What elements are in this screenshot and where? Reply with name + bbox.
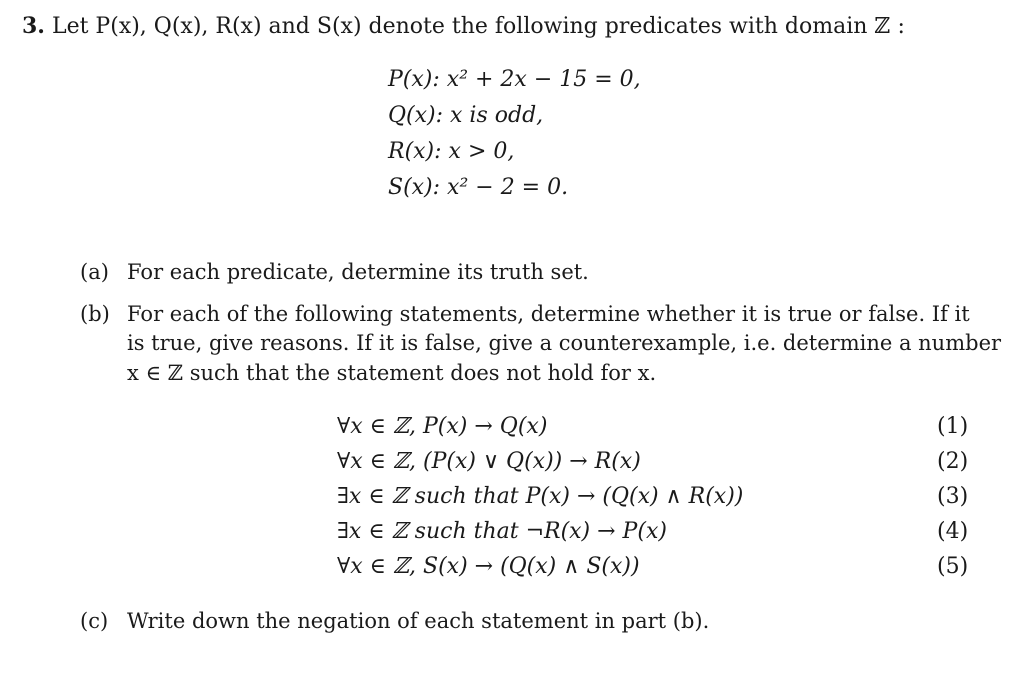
statement-number-3: (3) [937,484,969,509]
part-b-text-line: x ∈ ℤ such that the statement does not hold for x. [127,361,657,385]
part-c-label: (c) [80,609,109,633]
statement-2: ∀x ∈ ℤ, (P(x) ∨ Q(x)) → R(x) [337,449,641,474]
question-number: 3. [22,13,45,39]
statement-number-1: (1) [937,414,969,439]
part-a-text: For each predicate, determine its truth set. [127,260,589,284]
statement-5: ∀x ∈ ℤ, S(x) → (Q(x) ∧ S(x)) [337,554,640,579]
statement-number-4: (4) [937,519,969,544]
statement-number-2: (2) [937,449,969,474]
part-b-label: (b) [80,302,110,326]
part-b-text-line: is true, give reasons. If it is false, give a counterexample, i.e. determine a number [127,331,1002,355]
predicate-p: P(x): x² + 2x − 15 = 0, [388,67,641,92]
statement-number-5: (5) [937,554,969,579]
question-header [22,12,905,41]
part-c-text: Write down the negation of each statement in part (b). [127,609,710,633]
statement-4: ∃x ∈ ℤ such that ¬R(x) → P(x) [337,519,667,544]
part-a-label: (a) [80,260,109,284]
part-b-text-line: For each of the following statements, determine whether it is true or false. If it [127,302,970,326]
predicate-s: S(x): x² − 2 = 0. [388,175,569,200]
predicate-r: R(x): x > 0, [388,139,515,164]
statement-1: ∀x ∈ ℤ, P(x) → Q(x) [337,414,548,439]
predicate-q: Q(x): x is odd, [388,103,544,128]
question-intro: Let P(x), Q(x), R(x) and S(x) denote the following predicates with domain ℤ : [51,14,905,39]
statement-3: ∃x ∈ ℤ such that P(x) → (Q(x) ∧ R(x)) [337,484,744,509]
